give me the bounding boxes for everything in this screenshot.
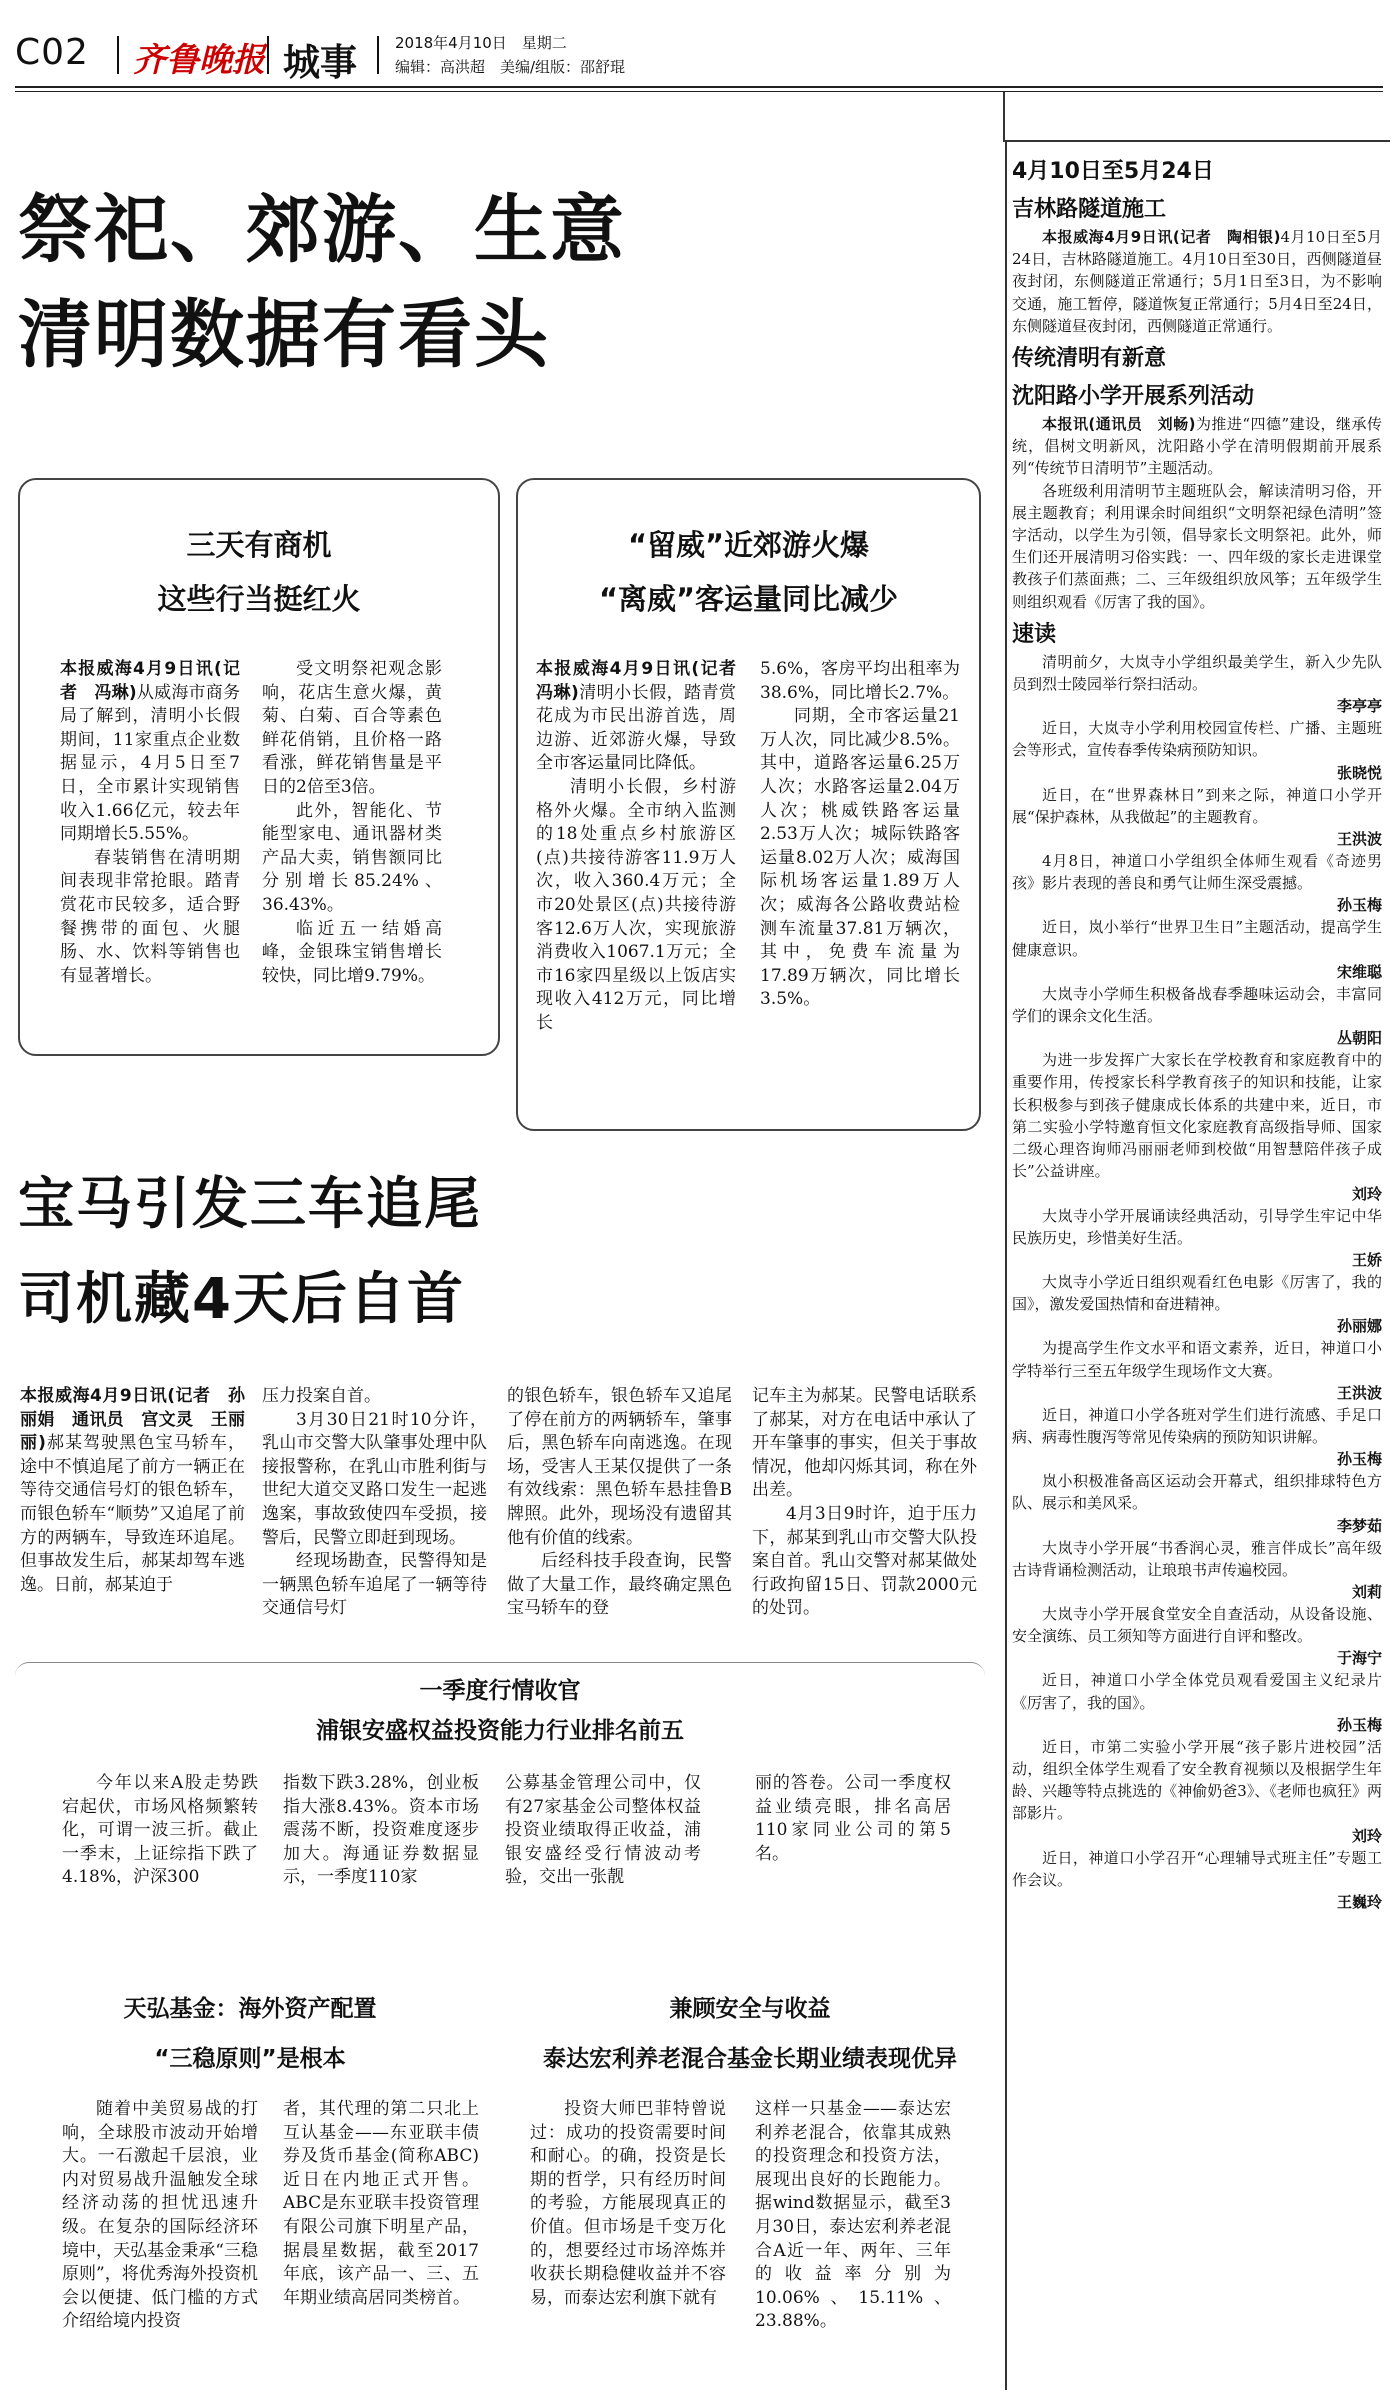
brief-item-text: 岚小积极准备高区运动会开幕式，组织排球特色方队、展示和美风采。 <box>1012 1472 1382 1513</box>
sidebar-frame <box>1005 140 1007 2390</box>
sidebar-frame <box>1005 140 1390 142</box>
masthead <box>15 28 1390 84</box>
brief-item-text: 为进一步发挥广大家长在学校教育和家庭教育中的重要作用，传授家长科学教育孩子的知识和技能，让家长积极参与到孩子健康成长体系的共建中来，近日，市第二实验小学特邀育恒文化家庭教育高级指导师、国家二级心理咨询师冯丽丽老师到校做“用智慧陪伴孩子成长”公益讲座。 <box>1012 1051 1382 1181</box>
brief-item-author: 王洪波 <box>1336 1383 1382 1402</box>
paragraph: 的银色轿车，银色轿车又追尾了停在前方的两辆轿车，肇事后，黑色轿车向南逃逸。在现场，受害人王某仅提供了一条有效线索：黑色轿车悬挂鲁B牌照。此外，现场没有遗留其他有价值的线索。 <box>507 1386 732 1548</box>
box2-col1 <box>536 658 753 1103</box>
brief-item-author: 李亭亭 <box>1336 697 1382 716</box>
fund2-title1: 天弘基金：海外资产配置 <box>123 1996 377 2022</box>
sidebar-s1-title2: 吉林路隧道施工 <box>1012 197 1167 222</box>
fund1-col1: 今年以来A股走势跌宕起伏，市场风格频繁转化，可谓一波三折。截止一季末，上证综指下跌了4.18%，沪深300 <box>62 1773 258 1888</box>
brief-item-text: 大岚寺小学开展食堂安全自查活动，从设备设施、安全演练、员工须知等方面进行自评和整改。 <box>1012 1604 1382 1646</box>
paragraph: 各班级利用清明节主题班队会，解读清明习俗，开展主题教育；利用课余时间组织“文明祭祀绿色清明”签字活动，以学生为引领，倡导家长文明祭祀。此外，师生们还开展清明习俗实践：一、四年级的家长走进课堂教孩子们蒸面燕；二、三年级组织放风筝；五年级学生则组织观看《厉害了我的国》。 <box>1012 481 1382 611</box>
headline-main-line2: 清明数据有看头 <box>18 292 550 378</box>
fund1-title1: 一季度行情收官 <box>419 1678 581 1704</box>
brief-item-author: 王洪波 <box>1336 830 1382 849</box>
paragraph: 临近五一结婚高峰，金银珠宝销售增长较快，同比增9.79%。 <box>262 918 442 986</box>
fund2-title2: “三稳原则”是根本 <box>154 2046 346 2072</box>
paragraph: 此外，智能化、节能型家电、通讯器材类产品大卖，销售额同比分别增长85.24%、36.43%。 <box>262 800 442 915</box>
sidebar-s2-title1: 传统清明有新意 <box>1012 346 1167 372</box>
sidebar-s1-title1: 4月10日至5月24日 <box>1012 159 1214 184</box>
fund1-col3: 公募基金管理公司中，仅有27家基金公司整体权益投资业绩取得正收益，浦银安盛经受行情波动考验，交出一张靓 <box>505 1773 701 1888</box>
divider <box>117 36 119 74</box>
newspaper-logo: 齐鲁晚报 <box>133 40 265 79</box>
paragraph: 压力投案自首。 <box>262 1386 381 1406</box>
fund2-col1: 随着中美贸易战的打响，全球股市波动开始增大。一石激起千层浪，业内对贸易战升温触发全球经济动荡的担忧迅速升级。在复杂的国际经济环境中，天弘基金秉承“三稳原则”，将优秀海外投资机会以便捷、低门槛的方式介绍给境内投资 <box>62 2099 258 2332</box>
sidebar <box>1012 150 1382 2390</box>
box2-col2 <box>760 658 960 1103</box>
byline: 本报威海4月9日讯(记者 冯琳) <box>536 659 753 703</box>
brief-list <box>1012 651 1382 1913</box>
brief-item-author: 于海宁 <box>1336 1649 1382 1668</box>
fund1-col4: 丽的答卷。公司一季度权益业绩亮眼，排名高居110家同业公司的第5名。 <box>755 1773 951 1864</box>
fund3-title1: 兼顾安全与收益 <box>669 1996 831 2022</box>
paragraph: 记车主为郝某。民警电话联系了郝某，对方在电话中承认了开车肇事的事实，但关于事故情况，他却闪烁其词，称在外出差。 <box>752 1386 977 1501</box>
box2-title2: “离威”客运量同比减少 <box>598 582 899 616</box>
brief-item-author: 孙玉梅 <box>1336 1450 1382 1469</box>
paragraph: 5.6%，客房平均出租率为38.6%，同比增长2.7%。 <box>760 659 960 703</box>
brief-item-text: 近日，市第二实验小学开展“孩子影片进校园”活动，组织全体学生观看了安全教育视频以及根据学生年龄、兴趣等特点挑选的《神偷奶爸3》、《老师也疯狂》两部影片。 <box>1012 1737 1382 1823</box>
paragraph: 经现场勘查，民警得知是一辆黑色轿车追尾了一辆等待交通信号灯 <box>262 1551 487 1619</box>
fund1-col2: 指数下跌3.28%，创业板指大涨8.43%。资本市场震荡不断，投资难度逐步加大。海通证券数据显示，一季度110家 <box>283 1773 479 1888</box>
fund3-col2: 这样一只基金——泰达宏利养老混合，依靠其成熟的投资理念和投资方法，展现出良好的长跑能力。据wind数据显示，截至3月30日，泰达宏利养老混合A近一年、两年、三年的收益率分别为10.06%、15.11%、23.88%。 <box>755 2099 951 2332</box>
brief-item-author: 李梦茹 <box>1336 1516 1382 1535</box>
brief-item-text: 为提高学生作文水平和语文素养，近日，神道口小学特举行三至五年级学生现场作文大赛。 <box>1012 1339 1382 1380</box>
paragraph <box>1012 413 1382 480</box>
sidebar-frame <box>1003 92 1005 142</box>
brief-item-author: 孙玉梅 <box>1336 1715 1382 1734</box>
brief-item-text: 近日，神道口小学召开“心理辅导式班主任”专题工作会议。 <box>1012 1848 1382 1889</box>
box1-title2: 这些行当挺红火 <box>157 582 361 616</box>
brief-item-text: 近日，岚小举行“世界卫生日”主题活动，提高学生健康意识。 <box>1012 918 1382 959</box>
box1-col2 <box>262 658 442 1018</box>
paragraph: 4月3日9时许，迫于压力下，郝某到乳山市交警大队投案自首。乳山交警对郝某做处行政拘留15日、罚款2000元的处罚。 <box>752 1503 977 1619</box>
byline: 本报威海4月9日讯(记者 陶相银) <box>1042 228 1281 246</box>
brief-item-text: 近日，大岚寺小学利用校园宣传栏、广播、主题班会等形式，宣传春季传染病预防知识。 <box>1012 719 1382 760</box>
paragraph: 从威海市商务局了解到，清明小长假期间，11家重点企业数据显示，4月5日至7日，全市累计实现销售收入1.66亿元，较去年同期增长5.55%。 <box>60 682 241 845</box>
headline-main-line1: 祭祀、郊游、生意 <box>18 187 626 273</box>
headline-bmw-line2: 司机藏4天后自首 <box>18 1267 465 1332</box>
paragraph: 清明小长假，乡村游格外火爆。全市纳入监测的18处重点乡村旅游区(点)共接待游客11.9万人次，收入360.4万元；全市20处景区(点)共接待游客12.6万人次，实现旅游消费收入1067.1万元；全市16家四星级以上饭店实现收入412万元，同比增长 <box>536 776 736 1033</box>
paragraph: 3月30日21时10分许，乳山市交警大队肇事处理中队接报警称，在乳山市胜利街与世纪大道交叉路口发生一起逃逸案，事故致使四车受损，接警后，民警立即赶到现场。 <box>262 1409 487 1548</box>
brief-item-author: 丛朝阳 <box>1336 1029 1382 1048</box>
divider <box>267 36 269 74</box>
brief-item-author: 王娇 <box>1351 1250 1382 1269</box>
brief-item-text: 大岚寺小学开展“书香润心灵，雅言伴成长”高年级古诗背诵检测活动，让琅琅书声传遍校园。 <box>1012 1538 1382 1579</box>
paragraph: 清明小长假，踏青赏花成为市民出游首选，周边游、近郊游火爆，导致全市客运量同比降低。 <box>536 682 736 774</box>
fund3-col1: 投资大师巴菲特曾说过：成功的投资需要时间和耐心。的确，投资是长期的哲学，只有经历时间的考验，方能展现真正的价值。但市场是千变万化的，想要经过市场淬炼并收获长期稳健收益并不容易，而泰达宏利旗下就有 <box>530 2099 726 2308</box>
section-name: 城事 <box>283 41 357 84</box>
headline-bmw-line1: 宝马引发三车追尾 <box>18 1172 482 1237</box>
page-number: C02 <box>15 32 89 73</box>
brief-item-text: 近日，神道口小学全体党员观看爱国主义纪录片《厉害了，我的国》。 <box>1012 1671 1382 1712</box>
byline: 本报讯(通讯员 刘畅) <box>1042 415 1196 434</box>
brief-item-text: 大岚寺小学师生积极备战春季趣味运动会，丰富同学们的课余文化生活。 <box>1012 984 1382 1026</box>
brief-item-text: 近日，在“世界森林日”到来之际，神道口小学开展“保护森林，从我做起”的主题教育。 <box>1012 785 1382 826</box>
brief-item-author: 孙丽娜 <box>1336 1317 1382 1336</box>
brief-item-author: 孙玉梅 <box>1336 896 1382 915</box>
brief-item-text: 近日，神道口小学各班对学生们进行流感、手足口病、病毒性腹泻等常见传染病的预防知识讲解。 <box>1012 1405 1382 1446</box>
divider <box>377 36 379 74</box>
brief-item-text: 清明前夕，大岚寺小学组织最美学生，新入少先队员到烈士陵园举行祭扫活动。 <box>1012 652 1382 694</box>
brief-item-text: 大岚寺小学开展诵读经典活动，引导学生牢记中华民族历史，珍惜美好生活。 <box>1012 1206 1382 1247</box>
brief-item-author: 刘莉 <box>1351 1582 1382 1601</box>
paragraph <box>1012 226 1382 337</box>
header-rule <box>15 86 1383 88</box>
box1-title1: 三天有商机 <box>186 528 332 562</box>
editor-credits: 编辑：高洪超 美编/组版：邵舒琨 <box>395 58 626 76</box>
brief-item-author: 刘玲 <box>1351 1184 1382 1203</box>
brief-item-text: 大岚寺小学近日组织观看红色电影《厉害了，我的国》，激发爱国热情和奋进精神。 <box>1012 1272 1382 1314</box>
paragraph: 郝某驾驶黑色宝马轿车，途中不慎追尾了前方一辆正在等待交通信号灯的银色轿车，而银色轿车“顺势”又追尾了前方的两辆车，导致连环追尾。但事故发生后，郝某却驾车逃逸。日前，郝某迫于 <box>20 1433 245 1595</box>
paragraph-text: 为推进“四德”建设，继承传统，倡树文明新风，沈阳路小学在清明假期前开展系列“传统节日清明节”主题活动。 <box>1012 415 1382 478</box>
paragraph: 后经科技手段查询，民警做了大量工作，最终确定黑色宝马轿车的登 <box>507 1551 732 1619</box>
issue-date: 2018年4月10日 星期二 <box>395 34 567 52</box>
sidebar-brief-title: 速读 <box>1012 621 1057 647</box>
header-rule <box>15 91 1383 92</box>
box2-title1: “留威”近郊游火爆 <box>627 528 870 562</box>
bmw-col2 <box>262 1385 487 1645</box>
bmw-col3 <box>507 1385 732 1645</box>
paragraph-text: 4月10日至5月24日，吉林路隧道施工。4月10日至30日，西侧隧道昼夜封闭，东侧隧道正常通行；5月1日至3日，为不影响交通，施工暂停，隧道恢复正常通行；5月4日至24日，东侧隧道昼夜封闭，西侧隧道正常通行。 <box>1012 228 1382 335</box>
paragraph: 同期，全市客运量21万人次，同比减少8.5%。其中，道路客运量6.25万人次；水路客运量2.04万人次；桃威铁路客运量2.53万人次；城际铁路客运量8.02万人次；威海国际机场客运量1.89万人次；威海各公路收费站检测车流量37.81万辆次，其中，免费车流量为17.89万辆次，同比增长3.5%。 <box>760 706 960 1010</box>
bmw-col1 <box>20 1385 245 1645</box>
byline: 本报威海4月9日讯(记者 孙丽娟 通讯员 宫文灵 王丽丽) <box>20 1386 245 1454</box>
fund3-title2: 泰达宏利养老混合基金长期业绩表现优异 <box>543 2046 957 2072</box>
byline: 本报威海4月9日讯(记者 冯琳) <box>60 659 240 703</box>
fund1-title2: 浦银安盛权益投资能力行业排名前五 <box>316 1718 684 1744</box>
fund2-col2: 者，其代理的第二只北上互认基金——东亚联丰债券及货币基金(简称ABC)近日在内地正式开售。ABC是东亚联丰投资管理有限公司旗下明星产品，据晨星数据，截至2017年底，该产品一、三、五年期业绩高居同类榜首。 <box>283 2099 479 2308</box>
paragraph: 受文明祭祀观念影响，花店生意火爆，黄菊、白菊、百合等素色鲜花俏销，且价格一路看涨，鲜花销售量是平日的2倍至3倍。 <box>262 659 442 797</box>
paragraph: 春装销售在清明期间表现非常抢眼。踏青赏花市民较多，适合野餐携带的面包、火腿肠、水、饮料等销售也有显著增长。 <box>60 847 240 986</box>
brief-item-author: 宋维聪 <box>1336 962 1382 981</box>
brief-item-author: 刘玲 <box>1351 1826 1382 1845</box>
brief-item-author: 王巍玲 <box>1336 1892 1382 1911</box>
brief-item-text: 4月8日，神道口小学组织全体师生观看《奇迹男孩》影片表现的善良和勇气让师生深受震撼。 <box>1012 852 1382 893</box>
bmw-col4 <box>752 1385 977 1645</box>
box1-col1 <box>60 658 240 1018</box>
brief-item-author: 张晓悦 <box>1336 763 1382 782</box>
sidebar-s2-title2: 沈阳路小学开展系列活动 <box>1012 384 1255 410</box>
